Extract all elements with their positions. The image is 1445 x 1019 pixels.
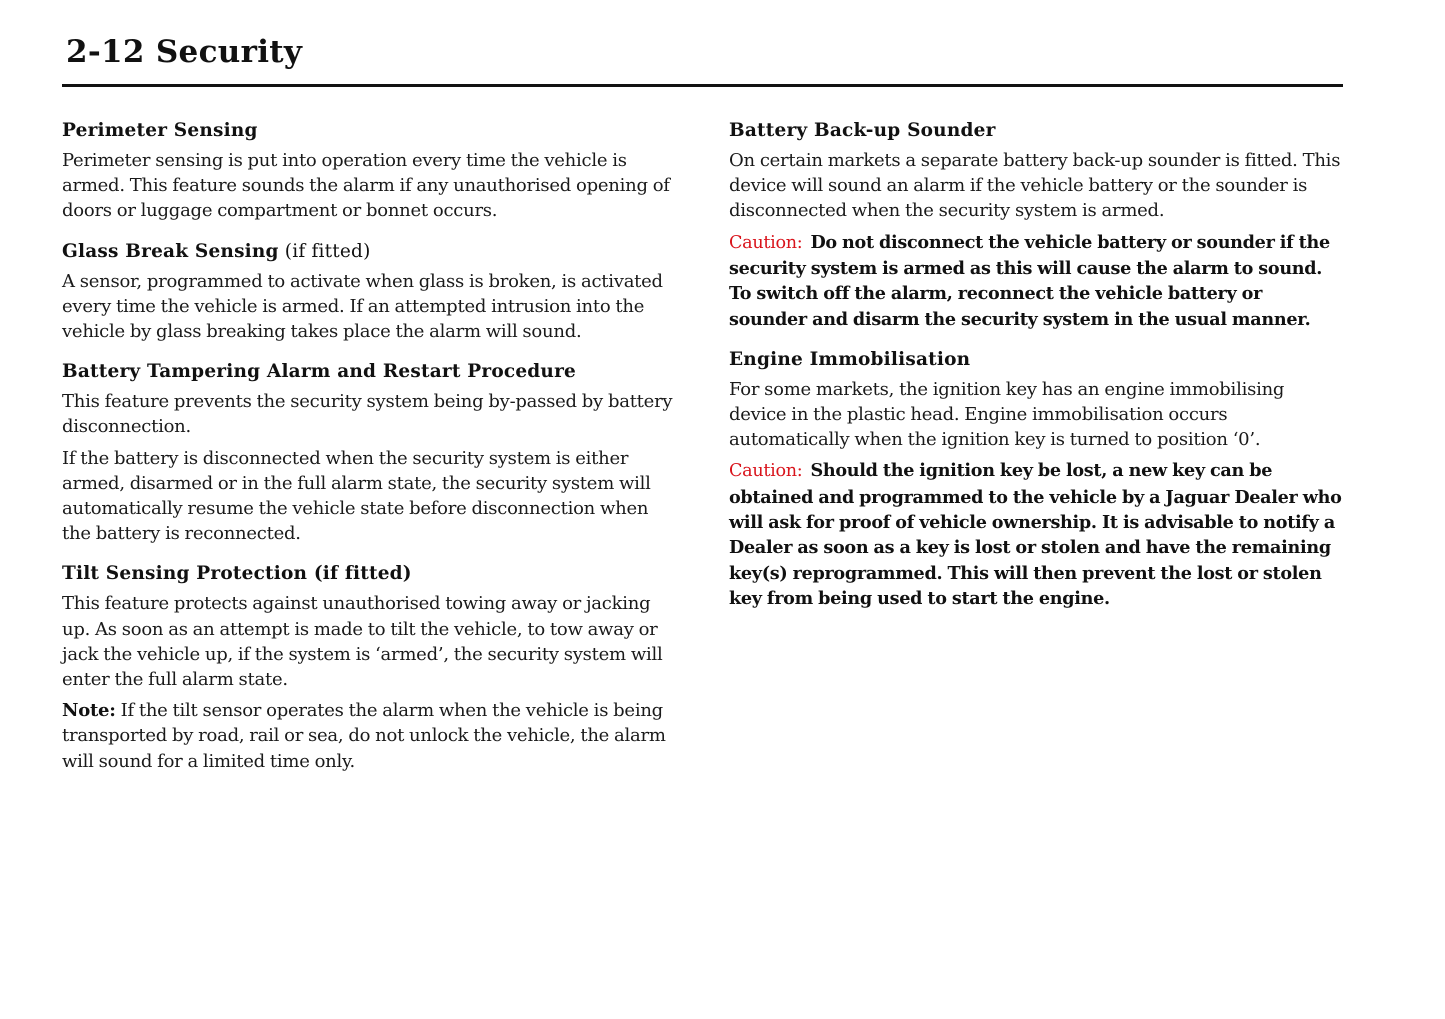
section-body: For some markets, the ignition key has an engine immobilising device in the plastic head. Engine immobilisation occurs automatically when the ignition key is turned to position ‘0’.	[729, 378, 1285, 451]
left-column	[62, 118, 674, 789]
caution-block	[729, 230, 1343, 332]
section-body: If the battery is disconnected when the security system is either armed, disarmed or in the full alarm state, the security system will automatically resume the vehicle state before disconnection when the battery is reconnected.	[62, 447, 651, 545]
note	[62, 698, 674, 774]
section-heading: Battery Tampering Alarm and Restart Procedure	[62, 361, 576, 383]
section-perimeter-sensing	[62, 118, 674, 224]
caution-text: Do not disconnect the vehicle battery or sounder if the security system is armed as this will cause the alarm to sound. To switch off the alarm, reconnect the vehicle battery or sounder and disarm the security system in the usual manner.	[729, 231, 1330, 330]
section-engine-immobilisation	[729, 347, 1343, 611]
heading-qualifier: (if fitted)	[278, 240, 371, 262]
caution-text: Should the ignition key be lost, a new key can be obtained and programmed to the vehicle by a Jaguar Dealer who will ask for proof of vehicle ownership. It is advisable to notify a Dealer as soon as a key is lost or stolen and have the remaining key(s) reprogrammed. This will then prevent the lost or stolen key from being used to start the engine.	[729, 460, 1342, 609]
right-column	[729, 118, 1343, 626]
section-battery-tampering	[62, 359, 674, 546]
section-tilt-sensing	[62, 561, 674, 773]
section-heading: Battery Back-up Sounder	[729, 120, 996, 141]
page-title: 2-12 Security	[66, 34, 303, 70]
header-divider	[62, 84, 1343, 87]
section-body: On certain markets a separate battery back-up sounder is fitted. This device will sound an alarm if the vehicle battery or the sounder is disconnected when the security system is armed.	[729, 150, 1341, 222]
section-heading: Engine Immobilisation	[729, 348, 971, 370]
caution-block	[729, 458, 1343, 611]
section-heading: Tilt Sensing Protection (if fitted)	[62, 563, 412, 585]
section-battery-backup-sounder	[729, 118, 1343, 332]
section-glass-break-sensing	[62, 239, 674, 345]
section-body: Perimeter sensing is put into operation every time the vehicle is armed. This feature sounds the alarm if any unauthorised opening of doors or luggage compartment or bonnet occurs.	[62, 150, 670, 222]
note-text: If the tilt sensor operates the alarm when the vehicle is being transported by road, rail or sea, do not unlock the vehicle, the alarm will sound for a limited time only.	[62, 700, 666, 772]
section-heading	[62, 239, 674, 265]
note-label: Note:	[62, 700, 116, 722]
section-heading: Perimeter Sensing	[62, 120, 258, 141]
section-body: This feature prevents the security system being by-passed by battery disconnection.	[62, 391, 673, 438]
section-body: A sensor, programmed to activate when glass is broken, is activated every time the vehicle is armed. If an attempted intrusion into the vehicle by glass breaking takes place the alarm will sound.	[62, 270, 663, 343]
caution-label: Caution:	[729, 461, 803, 482]
page-header	[62, 30, 1343, 74]
heading-text: Glass Break Sensing	[62, 240, 279, 262]
caution-label: Caution:	[729, 232, 803, 253]
section-body: This feature protects against unauthorised towing away or jacking up. As soon as an attempt is made to tilt the vehicle, to tow away or jack the vehicle up, if the system is ‘armed’, the security system will enter the full alarm state.	[62, 593, 663, 691]
